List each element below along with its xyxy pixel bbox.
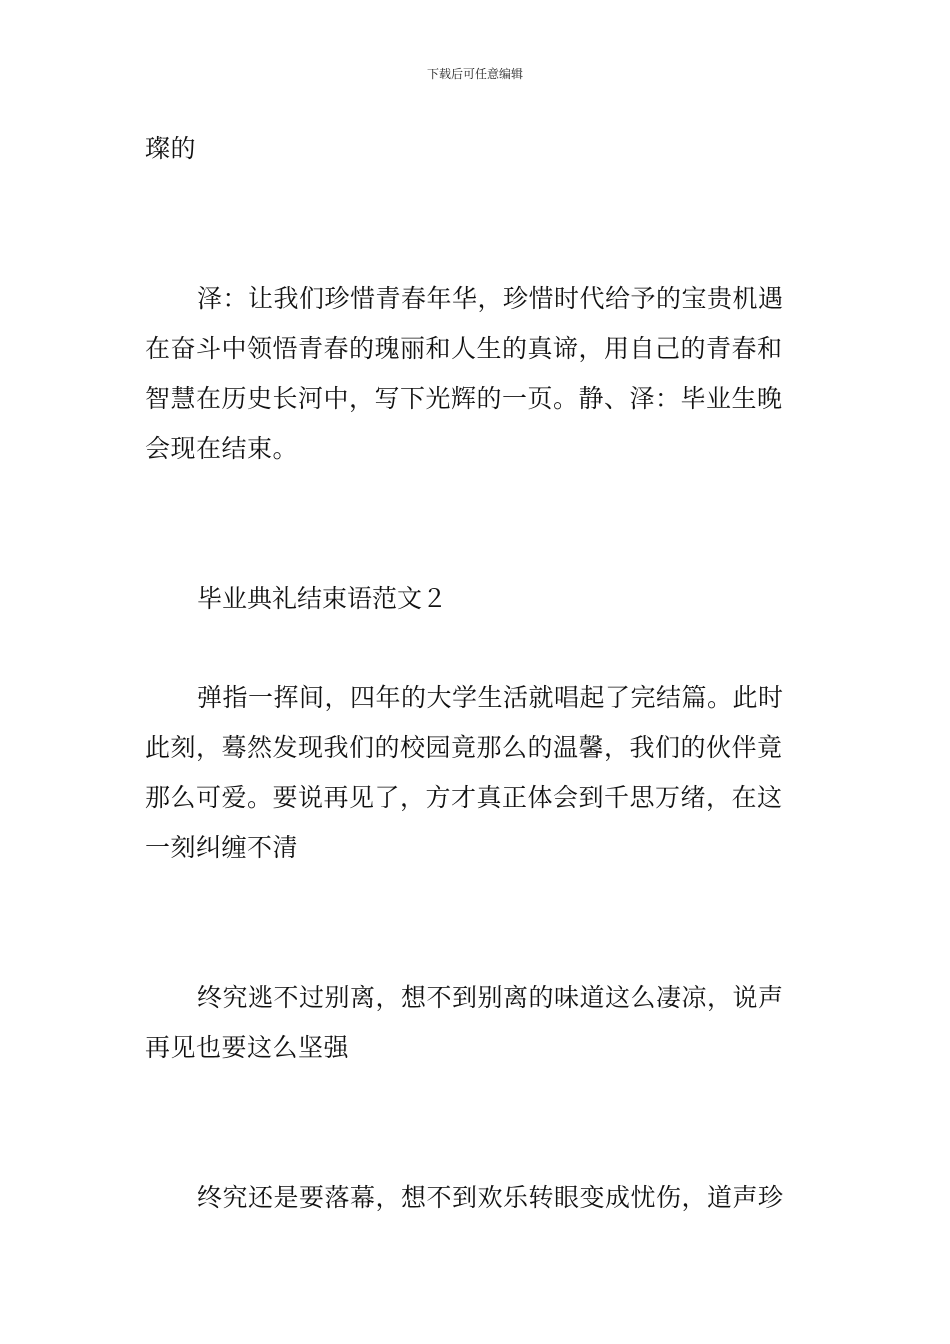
paragraph-fragment: [145, 124, 810, 174]
text-line: 在奋斗中领悟青春的瑰丽和人生的真谛，用自己的青春和: [145, 334, 783, 363]
text-line: 璨的: [145, 134, 197, 163]
paragraph-farewell: [145, 973, 810, 1073]
text-line: 那么可爱。要说再见了，方才真正体会到千思万绪，在这: [145, 783, 783, 812]
paragraph-ending: [145, 1173, 810, 1223]
page-header: 下载后可任意编辑: [426, 67, 523, 81]
text-line: 终究还是要落幕，想不到欢乐转眼变成忧伤，道声珍: [197, 1183, 784, 1212]
text-line: 会现在结束。: [145, 434, 299, 463]
text-line: 智慧在历史长河中，写下光辉的一页。静、泽：毕业生晚: [145, 384, 783, 413]
text-line: 一刻纠缠不清: [145, 833, 299, 862]
paragraph-closing: [145, 274, 810, 474]
text-line: 弹指一挥间，四年的大学生活就唱起了完结篇。此时: [197, 683, 784, 712]
paragraph-intro: [145, 673, 810, 873]
section-heading: 毕业典礼结束语范文２: [197, 584, 448, 613]
text-line: 泽：让我们珍惜青春年华，珍惜时代给予的宝贵机遇: [197, 284, 784, 313]
text-line: 再见也要这么坚强: [145, 1033, 350, 1062]
text-line: 终究逃不过别离，想不到别离的味道这么凄凉，说声: [197, 983, 784, 1012]
text-line: 此刻，蓦然发现我们的校园竟那么的温馨，我们的伙伴竟: [145, 733, 783, 762]
